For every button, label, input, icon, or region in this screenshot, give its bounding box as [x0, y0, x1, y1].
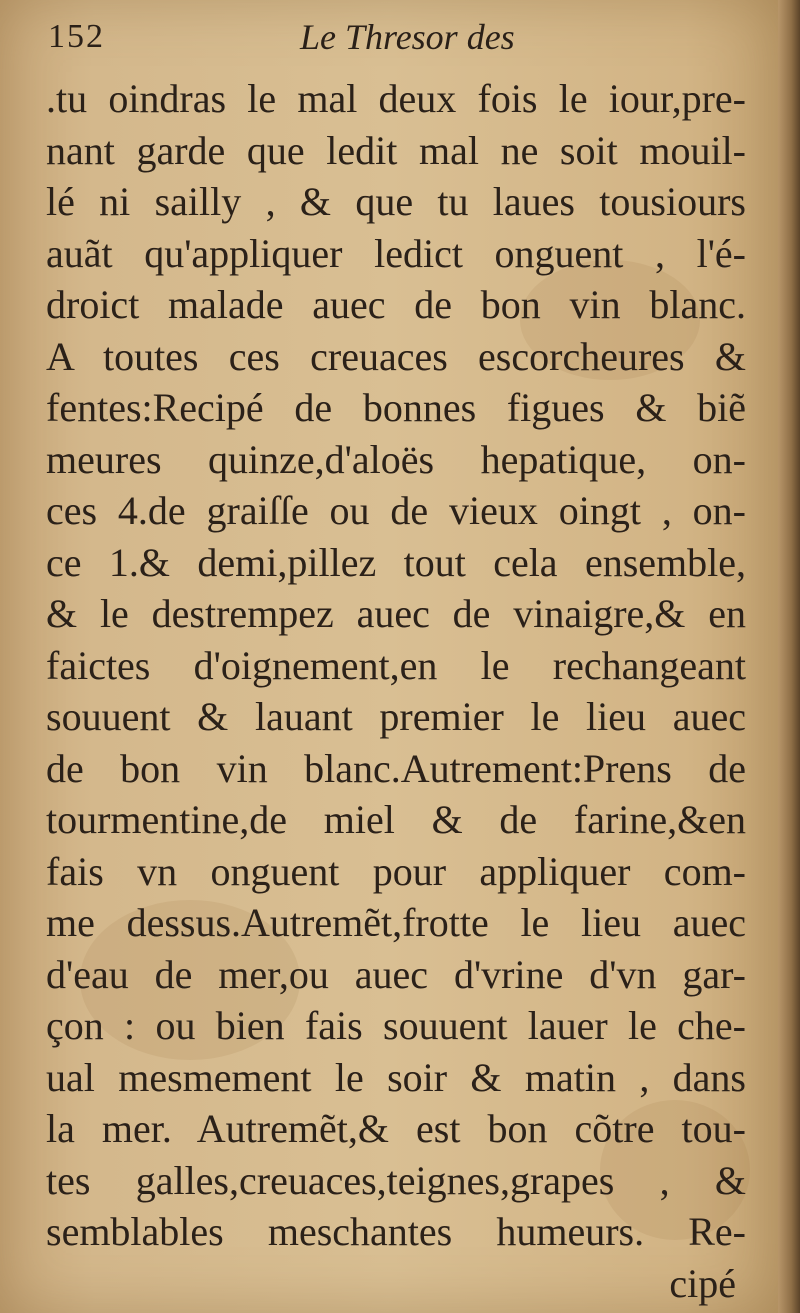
text-line: semblables meschantes humeurs. Re-: [46, 1209, 746, 1254]
text-line: droict malade auec de bon vin blanc.: [46, 282, 746, 327]
text-line: tes galles,creuaces,teignes,grapes , &: [46, 1157, 746, 1203]
text-line: ce 1.& demi,pillez tout cela ensemble,: [46, 539, 746, 585]
catchword: cipé: [669, 1260, 736, 1306]
text-line: ual mesmement le soir & matin , dans: [46, 1054, 746, 1100]
text-line: & le destrempez auec de vinaigre,& en: [46, 591, 746, 636]
text-line: auãt qu'appliquer ledict onguent , l'é-: [46, 230, 746, 276]
text-line: la mer. Autremẽt,& est bon cõtre tou-: [46, 1106, 746, 1151]
text-line: me dessus.Autremẽt,frotte le lieu auec: [46, 900, 746, 945]
page-number: 152: [48, 18, 105, 55]
text-line: ces 4.de graiſſe ou de vieux oingt , on-: [46, 488, 746, 533]
text-line: A toutes ces creuaces escorcheures &: [46, 333, 746, 379]
text-line: tourmentine,de miel & de farine,&en: [46, 797, 746, 842]
text-line: souuent & lauant premier le lieu auec: [46, 694, 746, 739]
text-line: faictes d'oignement,en le rechangeant: [46, 642, 746, 688]
text-line: de bon vin blanc.Autrement:Prens de: [46, 745, 746, 791]
text-line: lé ni sailly , & que tu laues tousiours: [46, 179, 746, 224]
text-line: meures quinze,d'aloës hepatique, on-: [46, 436, 746, 482]
running-title: Le Thresor des: [300, 17, 515, 57]
text-line: nant garde que ledit mal ne soit mouil-: [46, 127, 746, 173]
page-edge: [778, 0, 800, 1313]
text-line: .tu oindras le mal deux fois le iour,pre-: [46, 76, 746, 121]
text-line: çon : ou bien fais souuent lauer le che-: [46, 1003, 746, 1048]
body-text: [46, 73, 746, 1309]
text-line: fentes:Recipé de bonnes figues & biẽ: [46, 385, 746, 430]
text-line: d'eau de mer,ou auec d'vrine d'vn gar-: [46, 951, 746, 997]
page-header: [40, 14, 740, 60]
text-line: fais vn onguent pour appliquer com-: [46, 848, 746, 894]
